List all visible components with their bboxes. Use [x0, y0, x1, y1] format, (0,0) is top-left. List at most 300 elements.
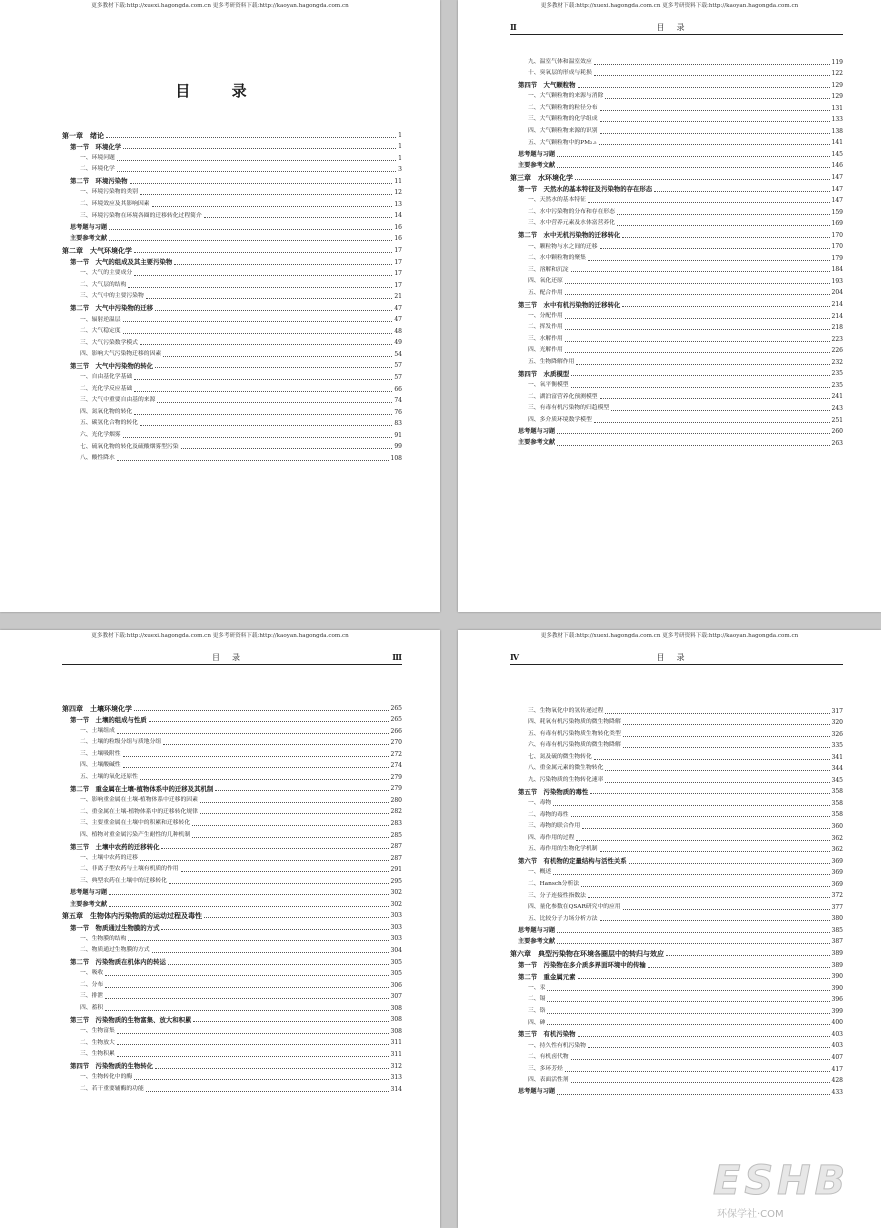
dot-leader: [648, 967, 830, 968]
toc-entry-item: [510, 193, 843, 205]
toc-entry-label: 五、土壤的氧化还原性: [80, 774, 138, 781]
toc-entry-page-number: 362: [831, 834, 843, 842]
toc-entry-page-number: 74: [394, 397, 402, 405]
dot-leader: [605, 782, 829, 783]
toc-entry-page-number: 263: [831, 439, 843, 447]
toc-entry-chapter: [62, 127, 402, 139]
toc-entry-page-number: 283: [390, 820, 402, 828]
toc-entry-section: [510, 366, 843, 378]
toc-entry-label: 四、毒作用的过程: [528, 834, 575, 841]
toc-entry-page-number: 403: [831, 1042, 843, 1050]
toc-entry-label: 五、生物降解作用: [528, 358, 575, 365]
toc-entry-item: [62, 850, 402, 862]
toc-entry-page-number: 141: [831, 139, 843, 147]
toc-entry-label: 思考题与习题: [518, 926, 556, 934]
toc-entry-label: 第四章 土壤环境化学: [62, 703, 132, 713]
toc-entry-page-number: 312: [390, 1062, 402, 1070]
toc-entry-page-number: 304: [390, 947, 402, 955]
dot-leader: [622, 306, 829, 307]
toc-entry-section: [62, 1012, 402, 1024]
toc-entry-item: [62, 150, 402, 162]
toc-entry-item: [62, 404, 402, 416]
toc-entry-page-number: 417: [831, 1065, 843, 1073]
dot-leader: [161, 848, 388, 849]
dot-leader: [134, 1079, 388, 1080]
dot-leader: [553, 874, 829, 875]
toc-entry-page-number: 241: [831, 393, 843, 401]
dot-leader: [623, 736, 830, 737]
toc-entry-label: 二、水中颗粒物的聚集: [528, 255, 586, 262]
toc-entry-page-number: 193: [831, 277, 843, 285]
toc-entry-label: 三、生物氧化中的氢传递过程: [528, 707, 604, 714]
toc-entry-label: 第三节 土壤中农药的迁移转化: [70, 842, 160, 851]
toc-entry-item: [62, 1035, 402, 1047]
header-note: 更多教材下载:http://xuexi.hagongda.com.cn 更多考研资料下载:http://kaoyan.hagongda.com.cn: [540, 633, 799, 639]
toc-entry-page-number: 232: [831, 358, 843, 366]
toc-entry-label: 四、影响大气污染物迁移的因素: [80, 351, 162, 358]
toc-entry-item: [510, 876, 843, 888]
toc-entry-page-number: 266: [390, 727, 402, 735]
dot-leader: [204, 917, 389, 918]
dot-leader: [565, 341, 830, 342]
toc-entry-label: 四、量化参数在QSAR研究中的应用: [528, 904, 621, 911]
toc-entry-item: [510, 738, 843, 750]
dot-leader: [623, 747, 830, 748]
dot-leader: [134, 391, 392, 392]
toc-entry-page-number: 295: [390, 877, 402, 885]
toc-entry-item: [62, 196, 402, 208]
toc-entry-page-number: 131: [831, 104, 843, 112]
toc-entry-page-number: 282: [390, 808, 402, 816]
toc-entry-page-number: 358: [831, 811, 843, 819]
toc-entry-item: [62, 931, 402, 943]
dot-leader: [571, 1059, 830, 1060]
toc-entry-label: 第三节 有机污染物: [518, 1030, 576, 1039]
toc-entry-item: [510, 992, 843, 1004]
dot-leader: [557, 943, 829, 944]
toc-entry-page-number: 303: [390, 935, 402, 943]
toc-entry-label: 二、物质通过生物膜的方式: [80, 947, 150, 954]
toc-entry-label: 十、臭氧层的形成与耗损: [528, 70, 592, 77]
dot-leader: [123, 321, 393, 322]
toc-page-2: [458, 0, 881, 612]
toc-entry-section: [510, 1026, 843, 1038]
toc-entry-page-number: 313: [390, 1074, 402, 1082]
dot-leader: [617, 225, 830, 226]
dot-leader: [578, 978, 830, 979]
toc-entry-label: 六、光化学烟雾: [80, 431, 121, 438]
dot-leader: [622, 237, 829, 238]
toc-entry-label: 第三节 大气中污染物的转化: [70, 362, 154, 371]
toc-entry-label: 三、铬: [528, 1007, 546, 1014]
toc-entry-page-number: 138: [831, 127, 843, 135]
toc-entry-item: [62, 977, 402, 989]
dot-leader: [128, 940, 388, 941]
dot-leader: [193, 1021, 388, 1022]
toc-entry-page-number: 49: [394, 339, 402, 347]
toc-entry-page-number: 122: [831, 70, 843, 78]
dot-leader: [105, 987, 388, 988]
toc-entry-section: [510, 296, 843, 308]
toc-entry-page-number: 17: [394, 270, 402, 278]
dot-leader: [557, 156, 829, 157]
dot-leader: [123, 437, 393, 438]
toc-entry-label: 二、大气稳定度: [80, 328, 121, 335]
toc-entry-label: 八、酸性降水: [80, 455, 115, 462]
toc-entry-label: 一、毒物: [528, 800, 552, 807]
dot-leader: [605, 770, 829, 771]
toc-entry-page-number: 76: [394, 408, 402, 416]
toc-entry-item: [62, 346, 402, 358]
toc-entry-label: 第一章 绪论: [62, 130, 104, 140]
dot-leader: [155, 367, 392, 368]
toc-entry-page-number: 57: [394, 362, 402, 370]
toc-entry-page-number: 48: [394, 327, 402, 335]
dot-leader: [200, 813, 389, 814]
dot-leader: [200, 802, 389, 803]
toc-entry-misc: [62, 885, 402, 897]
toc-entry-label: 二、镉: [528, 996, 546, 1003]
toc-entry-page-number: 16: [394, 223, 402, 231]
toc-entry-page-number: 265: [390, 716, 402, 724]
toc-entry-page-number: 129: [831, 81, 843, 89]
toc-entry-page-number: 270: [390, 739, 402, 747]
dot-leader: [163, 744, 388, 745]
toc-entry-label: 三、水中营养元素及水体富营养化: [528, 220, 615, 227]
toc-entry-label: 九、温室气体和温室效应: [528, 58, 592, 65]
dot-leader: [163, 356, 392, 357]
dot-leader: [140, 344, 392, 345]
toc-entry-item: [510, 89, 843, 101]
toc-entry-label: 第一节 环境化学: [70, 142, 122, 151]
toc-entry-label: 二、大气层的结构: [80, 281, 127, 288]
toc-entry-item: [510, 899, 843, 911]
dot-leader: [600, 851, 830, 852]
dot-leader: [155, 310, 392, 311]
toc-entry-item: [62, 862, 402, 874]
toc-entry-label: 主要参考文献: [70, 900, 108, 908]
toc-entry-page-number: 360: [831, 823, 843, 831]
dot-leader: [600, 248, 830, 249]
toc-entry-page-number: 13: [394, 200, 402, 208]
toc-entry-item: [62, 966, 402, 978]
toc-entry-label: 一、大气颗粒物的来源与消除: [528, 93, 604, 100]
toc-entry-label: 四、耗氧有机污染物质的微生物降解: [528, 719, 621, 726]
toc-entry-misc: [510, 1084, 843, 1096]
site-watermark: [707, 1158, 877, 1222]
toc-entry-item: [510, 830, 843, 842]
dot-leader: [192, 837, 388, 838]
dot-leader: [565, 294, 830, 295]
toc-list: [62, 700, 402, 1093]
toc-entry-label: 思考题与习题: [518, 427, 556, 435]
toc-entry-label: 五、比较分子力场分析方法: [528, 915, 598, 922]
dot-leader: [174, 264, 392, 265]
toc-entry-page-number: 389: [831, 961, 843, 969]
dot-leader: [117, 460, 389, 461]
toc-entry-item: [62, 758, 402, 770]
toc-entry-page-number: 108: [390, 454, 402, 462]
dot-leader: [117, 171, 396, 172]
toc-page-4: [458, 630, 881, 1228]
toc-entry-section: [510, 181, 843, 193]
toc-entry-item: [62, 723, 402, 735]
dot-leader: [105, 975, 388, 976]
toc-entry-label: 四、土壤酸碱性: [80, 762, 121, 769]
toc-entry-page-number: 17: [394, 247, 402, 255]
toc-entry-section: [510, 227, 843, 239]
toc-entry-label: 一、汞: [528, 984, 546, 991]
toc-entry-label: 五、碳氢化合物的转化: [80, 420, 138, 427]
toc-entry-label: 一、土壤组成: [80, 727, 115, 734]
dot-leader: [565, 352, 830, 353]
toc-entry-page-number: 389: [831, 950, 843, 958]
page-numeral: Ⅳ: [510, 652, 520, 662]
toc-entry-label: 四、多介质环境数学模型: [528, 416, 592, 423]
toc-entry-item: [510, 749, 843, 761]
toc-entry-label: 第二节 环境污染物: [70, 177, 128, 186]
dot-leader: [581, 886, 829, 887]
toc-entry-label: 五、配合作用: [528, 289, 563, 296]
dot-leader: [123, 333, 393, 334]
toc-entry-page-number: 179: [831, 254, 843, 262]
toc-entry-item: [62, 381, 402, 393]
dot-leader: [134, 414, 392, 415]
dot-leader: [134, 252, 392, 253]
toc-entry-page-number: 399: [831, 1007, 843, 1015]
dot-leader: [623, 724, 830, 725]
toc-entry-page-number: 147: [831, 174, 843, 182]
toc-entry-page-number: 308: [390, 1004, 402, 1012]
header-note: 更多教材下载:http://xuexi.hagongda.com.cn 更多考研资料下载:http://kaoyan.hagongda.com.cn: [91, 633, 349, 639]
toc-entry-section: [62, 173, 402, 185]
toc-entry-item: [62, 450, 402, 462]
toc-entry-item: [510, 865, 843, 877]
toc-entry-item: [510, 54, 843, 66]
dot-leader: [594, 422, 830, 423]
toc-entry-label: 一、吸收: [80, 970, 104, 977]
toc-entry-item: [62, 1023, 402, 1035]
toc-entry-label: 第二节 污染物质在机体内的转运: [70, 958, 166, 967]
toc-entry-page-number: 184: [831, 266, 843, 274]
toc-entry-item: [510, 262, 843, 274]
dot-leader: [582, 828, 829, 829]
toc-entry-label: 第三章 水环境化学: [510, 173, 573, 183]
toc-entry-section: [62, 839, 402, 851]
toc-entry-item: [510, 818, 843, 830]
toc-entry-misc: [510, 934, 843, 946]
toc-entry-page-number: 214: [831, 312, 843, 320]
dot-leader: [146, 1091, 389, 1092]
toc-entry-item: [62, 942, 402, 954]
toc-entry-page-number: 274: [390, 762, 402, 770]
toc-entry-section: [62, 712, 402, 724]
dot-leader: [617, 214, 830, 215]
toc-entry-item: [62, 873, 402, 885]
dot-leader: [547, 990, 829, 991]
dot-leader: [109, 894, 388, 895]
toc-entry-label: 一、环境污染物的类别: [80, 189, 138, 196]
toc-entry-item: [510, 726, 843, 738]
toc-entry-item: [510, 703, 843, 715]
toc-entry-page-number: 280: [390, 796, 402, 804]
toc-entry-item: [510, 1003, 843, 1015]
toc-entry-item: [510, 715, 843, 727]
dot-leader: [623, 909, 830, 910]
toc-entry-label: 二、毒物的毒性: [528, 811, 569, 818]
toc-entry-label: 第四节 污染物质的生物转化: [70, 1062, 154, 1071]
dot-leader: [123, 148, 396, 149]
toc-entry-label: 三、土壤吸附性: [80, 750, 121, 757]
dot-leader: [140, 860, 389, 861]
toc-page-3: [0, 630, 440, 1228]
toc-entry-label: 三、多环芳烃: [528, 1065, 563, 1072]
toc-entry-page-number: 305: [390, 970, 402, 978]
toc-entry-item: [510, 204, 843, 216]
dot-leader: [571, 816, 830, 817]
toc-entry-page-number: 307: [390, 993, 402, 1001]
dot-leader: [134, 710, 389, 711]
toc-entry-page-number: 403: [831, 1030, 843, 1038]
dot-leader: [557, 445, 829, 446]
dot-leader: [123, 756, 389, 757]
toc-entry-label: 第六节 有机物的定量结构与活性关系: [518, 857, 627, 866]
toc-entry-label: 四、氮氧化物的转化: [80, 408, 133, 415]
toc-entry-label: 一、天然水的基本特征: [528, 197, 586, 204]
page-title: 目 录: [175, 82, 265, 100]
toc-entry-item: [62, 1070, 402, 1082]
toc-entry-page-number: 345: [831, 776, 843, 784]
toc-entry-misc: [510, 158, 843, 170]
toc-entry-item: [62, 746, 402, 758]
toc-entry-misc: [510, 435, 843, 447]
toc-entry-label: 一、颗粒物与水之间的迁移: [528, 243, 598, 250]
toc-entry-page-number: 302: [390, 900, 402, 908]
toc-entry-page-number: 14: [394, 212, 402, 220]
toc-entry-item: [62, 827, 402, 839]
toc-entry-page-number: 66: [394, 385, 402, 393]
dot-leader: [605, 98, 829, 99]
toc-entry-section: [62, 254, 402, 266]
toc-entry-misc: [510, 424, 843, 436]
toc-entry-item: [510, 250, 843, 262]
toc-entry-label: 二、有机卤代物: [528, 1054, 569, 1061]
toc-entry-page-number: 129: [831, 93, 843, 101]
toc-entry-page-number: 159: [831, 208, 843, 216]
running-title: 目录: [212, 653, 252, 662]
toc-entry-item: [62, 185, 402, 197]
toc-entry-page-number: 11: [394, 177, 402, 185]
toc-entry-page-number: 311: [390, 1039, 402, 1047]
toc-entry-chapter: [62, 700, 402, 712]
dot-leader: [571, 271, 830, 272]
toc-entry-page-number: 235: [831, 381, 843, 389]
dot-leader: [565, 1071, 830, 1072]
toc-entry-page-number: 380: [831, 915, 843, 923]
toc-entry-item: [510, 216, 843, 228]
toc-entry-page-number: 251: [831, 416, 843, 424]
toc-entry-page-number: 311: [390, 1050, 402, 1058]
watermark-logo: ESHB: [713, 1158, 850, 1204]
toc-entry-page-number: 285: [390, 831, 402, 839]
toc-entry-page-number: 47: [394, 304, 402, 312]
toc-entry-item: [510, 135, 843, 147]
dot-leader: [152, 952, 389, 953]
toc-entry-item: [62, 815, 402, 827]
toc-entry-label: 二、挥发作用: [528, 324, 563, 331]
toc-entry-label: 七、硫氧化物的转化及硫酸烟雾型污染: [80, 443, 179, 450]
dot-leader: [611, 410, 829, 411]
dot-leader: [161, 929, 388, 930]
toc-entry-label: 二、环境化学: [80, 166, 115, 173]
toc-entry-page-number: 235: [831, 370, 843, 378]
dot-leader: [557, 433, 829, 434]
dot-leader: [553, 805, 829, 806]
toc-entry-label: 三、大气中的主要污染物: [80, 293, 144, 300]
toc-entry-label: 四、光解作用: [528, 347, 563, 354]
toc-entry-item: [510, 1073, 843, 1085]
toc-entry-section: [510, 784, 843, 796]
toc-entry-label: 一、持久性有机污染物: [528, 1042, 586, 1049]
toc-entry-item: [62, 416, 402, 428]
toc-entry-page-number: 387: [831, 938, 843, 946]
toc-entry-page-number: 335: [831, 742, 843, 750]
dot-leader: [105, 1010, 388, 1011]
toc-entry-label: 三、有毒有机污染物的归趋模型: [528, 405, 610, 412]
toc-entry-item: [510, 66, 843, 78]
toc-entry-page-number: 287: [390, 854, 402, 862]
toc-entry-label: 第六章 典型污染物在环境各圈层中的转归与效应: [510, 949, 664, 959]
dot-leader: [666, 955, 830, 956]
toc-entry-item: [62, 393, 402, 405]
toc-entry-page-number: 305: [390, 958, 402, 966]
toc-entry-page-number: 243: [831, 404, 843, 412]
dot-leader: [578, 87, 830, 88]
toc-entry-item: [510, 400, 843, 412]
toc-entry-page-number: 369: [831, 857, 843, 865]
toc-entry-label: 二、湖泊富营养化预测模型: [528, 393, 598, 400]
dot-leader: [600, 133, 830, 134]
toc-entry-label: 第一节 土壤的组成与性质: [70, 715, 147, 724]
toc-entry-section: [62, 358, 402, 370]
dot-leader: [557, 1094, 829, 1095]
toc-entry-item: [510, 273, 843, 285]
toc-entry-page-number: 390: [831, 984, 843, 992]
toc-entry-label: 第二节 大气中污染物的迁移: [70, 304, 154, 313]
toc-entry-label: 思考题与习题: [70, 889, 108, 897]
toc-entry-label: 二、若干重要辅酶的功能: [80, 1085, 144, 1092]
toc-entry-label: 第二节 重金属在土壤-植物体系中的迁移及其机制: [70, 784, 214, 793]
toc-entry-chapter: [62, 242, 402, 254]
toc-entry-page-number: 279: [390, 773, 402, 781]
dot-leader: [578, 1036, 830, 1037]
dot-leader: [152, 206, 393, 207]
toc-entry-page-number: 119: [831, 58, 843, 66]
toc-entry-misc: [62, 219, 402, 231]
toc-entry-label: 第四节 水质模型: [518, 369, 570, 378]
toc-entry-label: 第四节 大气颗粒物: [518, 81, 576, 90]
toc-entry-page-number: 362: [831, 846, 843, 854]
toc-entry-item: [510, 980, 843, 992]
running-title: 目录: [656, 653, 697, 662]
toc-entry-item: [510, 888, 843, 900]
toc-entry-label: 第五章 生物体内污染物质的运动过程及毒性: [62, 911, 202, 921]
toc-entry-page-number: 428: [831, 1077, 843, 1085]
toc-entry-item: [62, 323, 402, 335]
dot-leader: [146, 298, 393, 299]
toc-entry-label: 思考题与习题: [518, 150, 556, 158]
toc-entry-page-number: 145: [831, 150, 843, 158]
